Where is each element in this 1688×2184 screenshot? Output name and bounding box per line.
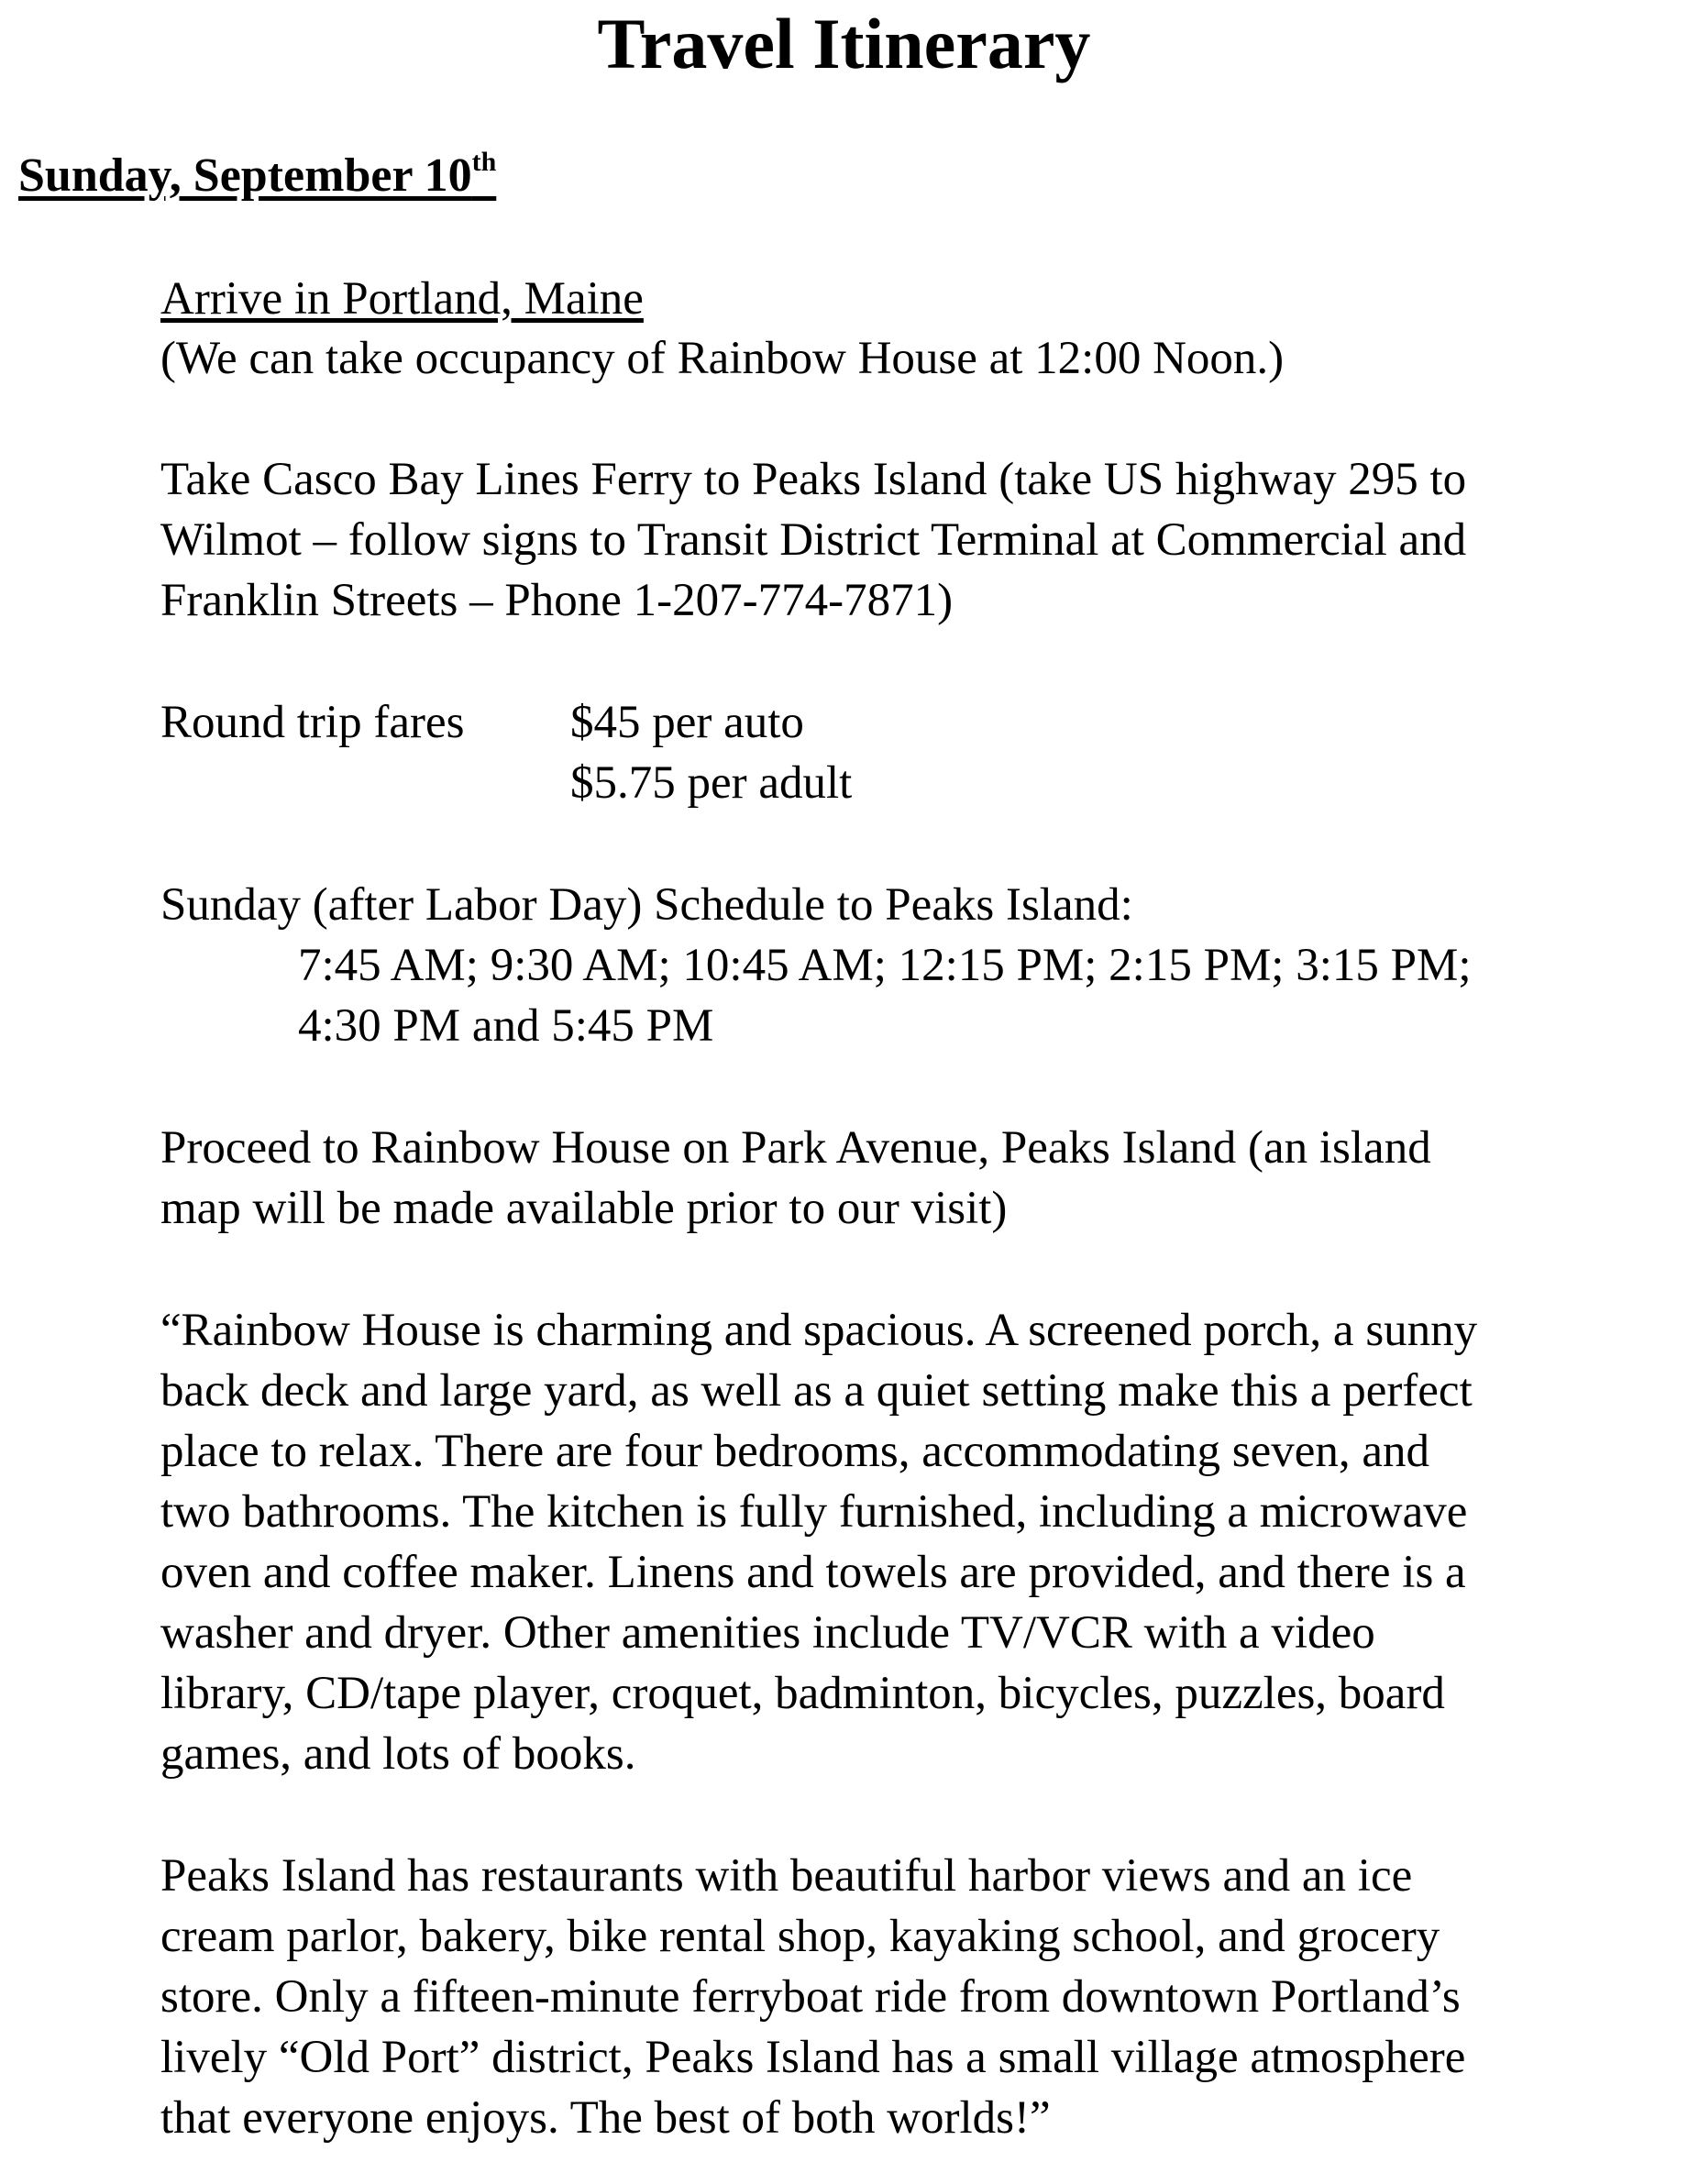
schedule-times-line-1: 7:45 AM; 9:30 AM; 10:45 AM; 12:15 PM; 2:15 PM; 3:15 PM; — [298, 940, 1472, 991]
ferry-line-3: Franklin Streets – Phone 1-207-774-7871) — [160, 575, 954, 626]
peaks-line-2: cream parlor, bakery, bike rental shop, kayaking school, and grocery — [160, 1911, 1440, 1962]
rainbow-line-6: washer and dryer. Other amenities include TV/VCR with a video — [160, 1607, 1375, 1659]
proceed-line-1: Proceed to Rainbow House on Park Avenue, Peaks Island (an island — [160, 1122, 1431, 1174]
rainbow-line-2: back deck and large yard, as well as a quiet setting make this a perfect — [160, 1365, 1473, 1417]
rainbow-line-8: games, and lots of books. — [160, 1728, 636, 1780]
rainbow-line-3: place to relax. There are four bedrooms, accommodating seven, and — [160, 1426, 1429, 1477]
page-title: Travel Itinerary — [597, 4, 1091, 83]
schedule-heading: Sunday (after Labor Day) Schedule to Peaks Island: — [160, 879, 1133, 931]
arrival-heading: Arrive in Portland, Maine — [160, 273, 644, 325]
peaks-line-4: lively “Old Port” district, Peaks Island has a small village atmosphere — [160, 2032, 1466, 2083]
rainbow-line-7: library, CD/tape player, croquet, badminton, bicycles, puzzles, board — [160, 1668, 1445, 1719]
fare-adult: $5.75 per adult — [570, 757, 853, 809]
arrival-note: (We can take occupancy of Rainbow House at 12:00 Noon.) — [160, 333, 1285, 384]
day-heading-text: Sunday, September 10 — [18, 149, 472, 202]
peaks-line-5: that everyone enjoys. The best of both worlds!” — [160, 2092, 1051, 2144]
fare-auto: $45 per auto — [570, 697, 804, 748]
ferry-line-1: Take Casco Bay Lines Ferry to Peaks Island (take US highway 295 to — [160, 454, 1467, 505]
rainbow-line-1: “Rainbow House is charming and spacious. A screened porch, a sunny — [160, 1305, 1478, 1356]
ferry-line-2: Wilmot – follow signs to Transit District Terminal at Commercial and — [160, 514, 1467, 566]
rainbow-line-5: oven and coffee maker. Linens and towels are provided, and there is a — [160, 1547, 1466, 1598]
peaks-line-1: Peaks Island has restaurants with beautiful harbor views and an ice — [160, 1850, 1413, 1902]
proceed-line-2: map will be made available prior to our visit) — [160, 1183, 1008, 1234]
day-heading — [18, 147, 496, 205]
rainbow-line-4: two bathrooms. The kitchen is fully furnished, including a microwave — [160, 1486, 1468, 1538]
day-heading-suffix: th — [471, 147, 497, 177]
peaks-line-3: store. Only a fifteen-minute ferryboat ride from downtown Portland’s — [160, 1971, 1461, 2023]
fares-label: Round trip fares — [160, 697, 465, 748]
schedule-times-line-2: 4:30 PM and 5:45 PM — [298, 1000, 714, 1052]
